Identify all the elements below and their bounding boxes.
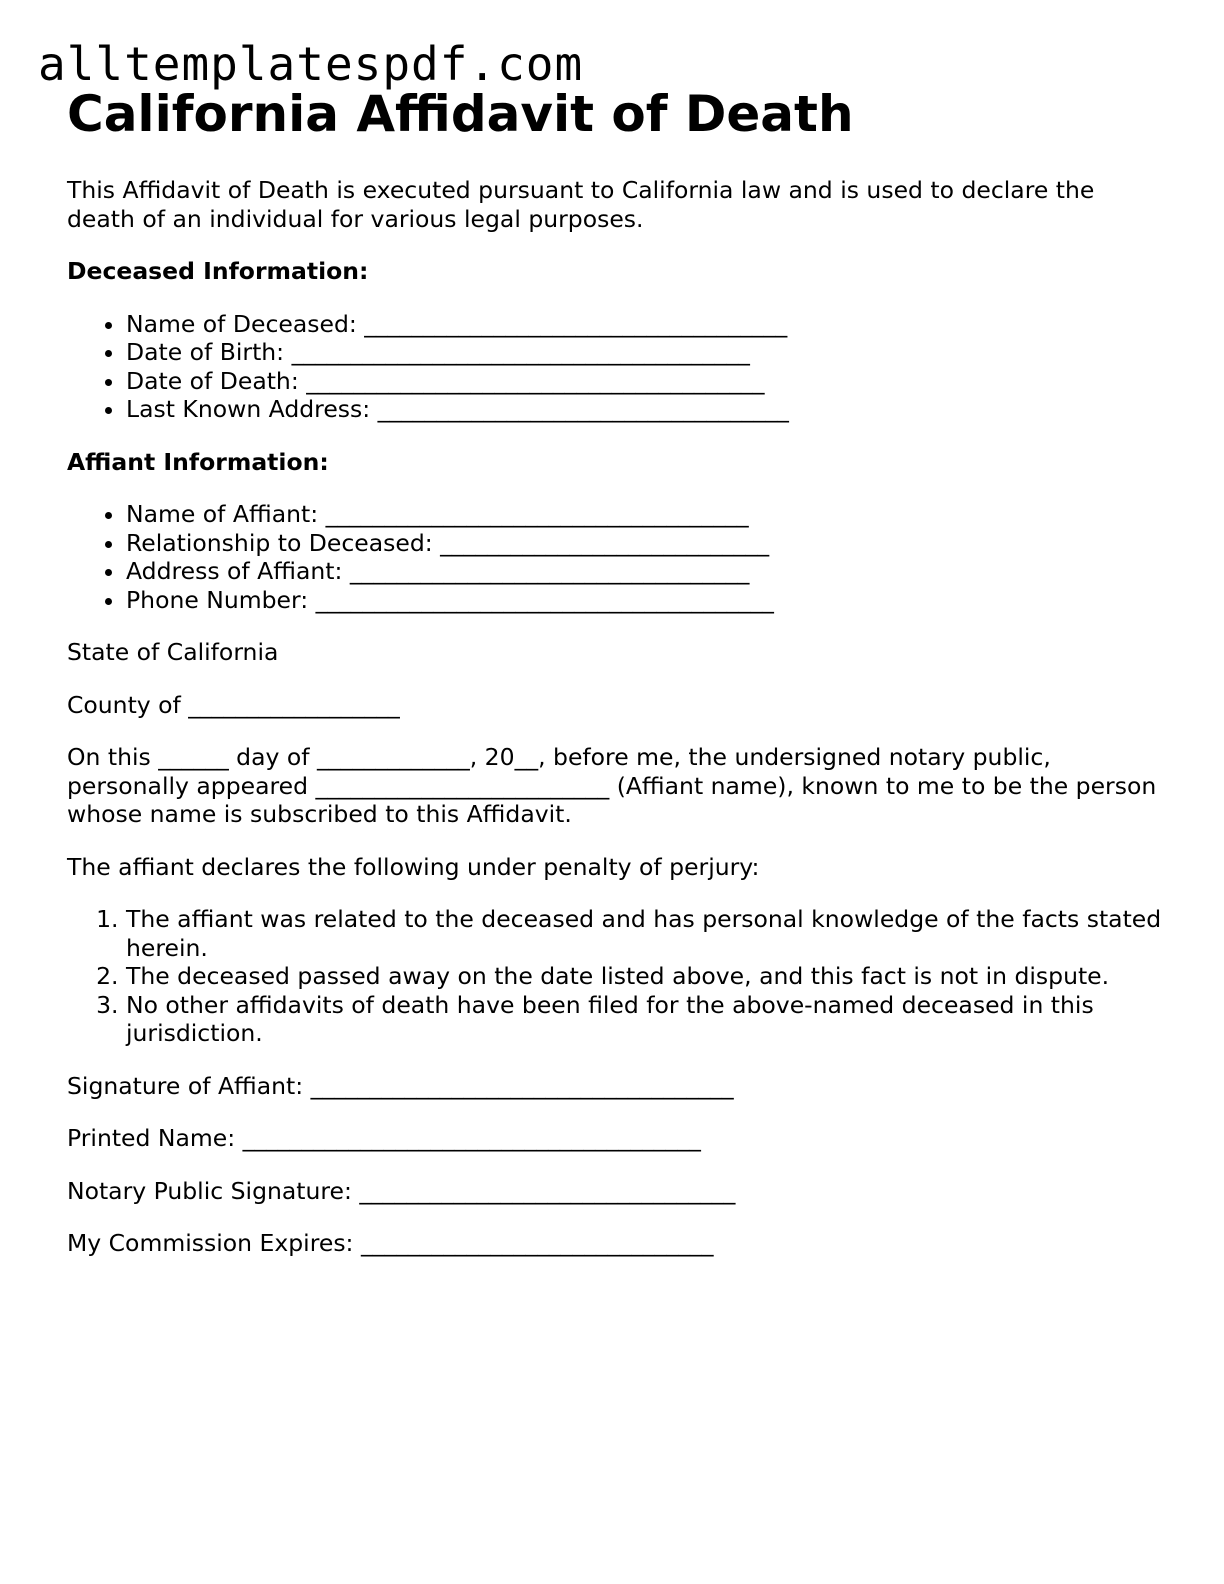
document-body (67, 82, 1167, 1258)
commission-expires-line: My Commission Expires: ______________________________ (67, 1229, 714, 1257)
declaration-intro: The affiant declares the following under penalty of perjury: (67, 852, 760, 881)
list-item: • Relationship to Deceased: ____________________________ (126, 529, 1167, 558)
printed-name-line: Printed Name: _______________________________________ (67, 1124, 701, 1152)
affiant-section-heading: Affiant Information: (67, 447, 329, 476)
list-item: 3. No other affidavits of death have been filed for the above-named deceased in this jurisdiction. (126, 991, 1167, 1048)
list-item: • Name of Affiant: ____________________________________ (126, 500, 1167, 529)
list-item: • Date of Death: _______________________________________ (126, 367, 1167, 396)
list-item: 2. The deceased passed away on the date listed above, and this fact is not in dispute. (126, 962, 1167, 991)
list-item: • Last Known Address: ___________________________________ (126, 395, 1167, 424)
list-item: • Address of Affiant: __________________________________ (126, 557, 1167, 586)
deceased-info-list (67, 310, 1167, 424)
state-line: State of California (67, 638, 279, 666)
list-item: • Date of Birth: _______________________________________ (126, 338, 1167, 367)
declarations-list (67, 905, 1167, 1048)
county-line: County of __________________ (67, 690, 400, 719)
list-item: 1. The affiant was related to the deceased and has personal knowledge of the facts stated herein. (126, 905, 1167, 962)
watermark-logo: alltemplatespdf.com (38, 37, 584, 91)
notary-clause: On this ______ day of _____________, 20__, before me, the undersigned notary public, personally appeared _________________________ (Affiant name), known to me to be the person whose name is subscribed to this Affidavit. (67, 743, 1157, 828)
list-item: • Phone Number: _______________________________________ (126, 586, 1167, 615)
notary-signature-line: Notary Public Signature: ________________________________ (67, 1176, 736, 1205)
deceased-section-heading: Deceased Information: (67, 257, 369, 285)
affiant-info-list (67, 500, 1167, 614)
intro-paragraph: This Affidavit of Death is executed pursuant to California law and is used to declare the death of an individual for various legal purposes. (67, 176, 1095, 233)
affiant-signature-line: Signature of Affiant: ____________________________________ (67, 1071, 734, 1100)
page-title: California Affidavit of Death (67, 85, 854, 143)
list-item: • Name of Deceased: ____________________________________ (126, 310, 1167, 339)
